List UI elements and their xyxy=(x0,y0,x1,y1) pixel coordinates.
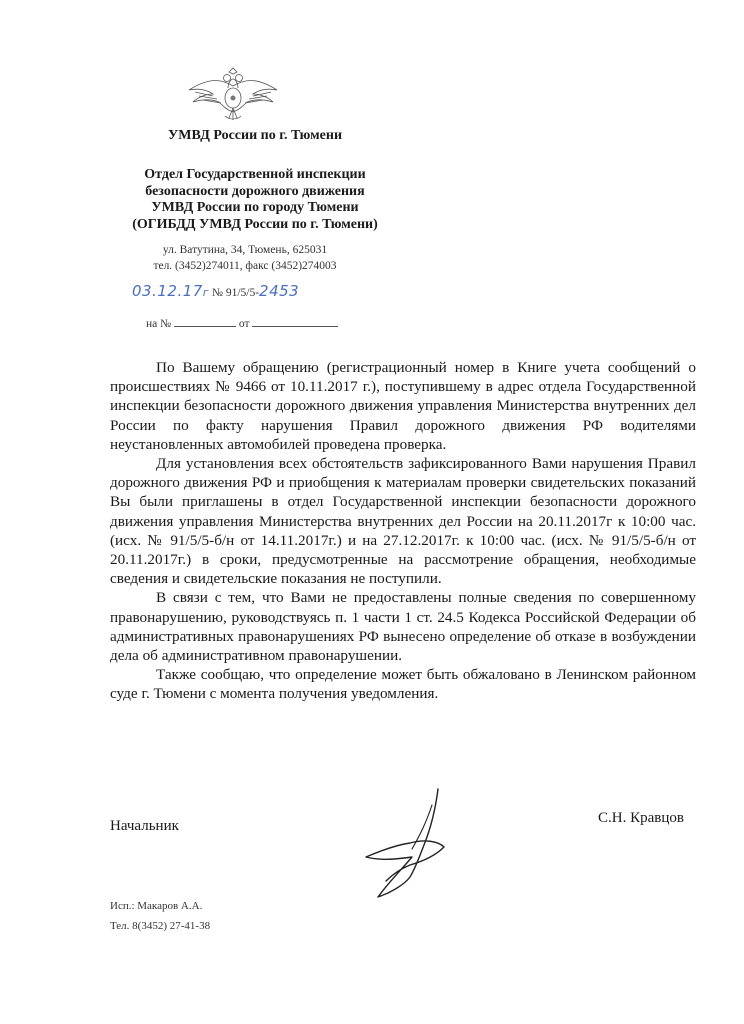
signatory-title: Начальник xyxy=(110,818,179,834)
reply-date-blank xyxy=(252,316,338,327)
executor-info xyxy=(110,896,210,936)
number-prefix: 91/5/5- xyxy=(225,287,260,299)
body-paragraph: Для установления всех обстоятельств зафиксированного Вами нарушения Правил дорожного движения РФ и приобщения к материалам проверки свидетельских показаний Вы были приглашены в отдел Государственной инспекции безопасности дорожного движения управления Министерства внутренних дел России на 20.11.2017г к 10:00 час. (исх. № 91/5/5-б/н от 14.11.2017г.) и на 27.12.2017г. к 10:00 час. (исх. № 91/5/5-б/н от 20.11.2017г.) в сроки, предусмотренные на рассмотрение обращения, необходимые сведения и свидетельские показания не поступили. xyxy=(110,455,696,588)
executor-name: Исп.: Макаров А.А. xyxy=(110,900,203,912)
handwritten-date: 03.12.17 xyxy=(132,282,203,300)
number-label: № xyxy=(211,287,223,299)
letter-body xyxy=(110,358,696,704)
body-paragraph: Также сообщаю, что определение может быть обжаловано в Ленинском районном суде г. Тюмени с момента получения уведомления. xyxy=(110,666,696,703)
address-block xyxy=(70,242,420,274)
handwritten-signature xyxy=(340,785,470,905)
organization-title: УМВД России по г. Тюмени xyxy=(167,128,343,143)
department-line: Отдел Государственной инспекции xyxy=(144,167,366,182)
street-address: ул. Ватутина, 34, Тюмень, 625031 xyxy=(162,244,328,256)
mvd-eagle-emblem-icon xyxy=(183,66,283,124)
department-line: (ОГИБДД УМВД России по г. Тюмени) xyxy=(132,216,378,232)
department-name xyxy=(70,167,440,233)
handwritten-number: 2453 xyxy=(259,282,300,300)
signatory-name: С.Н. Кравцов xyxy=(598,810,684,826)
reply-label: на № xyxy=(146,318,172,330)
body-paragraph: По Вашему обращению (регистрационный номер в Книге учета сообщений о происшествиях № 9466 от 10.11.2017 г.), поступившему в адрес отдела Государственной инспекции безопасности дорожного движения управления Министерства внутренних дел России по факту нарушения Правил дорожного движения РФ водителями неустановленных автомобилей проведена проверка. xyxy=(110,359,696,453)
executor-phone: Тел. 8(3452) 27-41-38 xyxy=(110,920,211,932)
department-line: УМВД России по городу Тюмени xyxy=(151,200,359,215)
date-suffix: г xyxy=(202,286,210,299)
phone-fax: тел. (3452)274011, факс (3452)274003 xyxy=(153,260,337,272)
body-paragraph: В связи с тем, что Вами не предоставлены полные сведения по совершенному правонарушению, руководствуясь п. 1 части 1 ст. 24.5 Кодекса Российской Федерации об административных правонарушениях РФ вынесено определение об отказе в возбуждении дела об административном правонарушении. xyxy=(110,589,696,665)
department-line: безопасности дорожного движения xyxy=(145,183,365,199)
reply-from-label: от xyxy=(238,318,250,330)
reply-reference xyxy=(146,316,338,330)
reply-number-blank xyxy=(174,316,236,327)
outgoing-registration xyxy=(132,282,299,300)
